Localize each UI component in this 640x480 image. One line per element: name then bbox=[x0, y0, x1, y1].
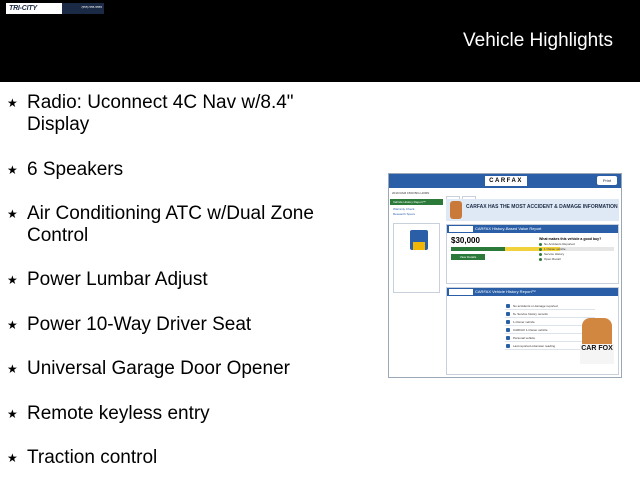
feature-label: 6 Speakers bbox=[27, 159, 124, 180]
list-item bbox=[7, 92, 337, 136]
star-icon: ★ bbox=[7, 273, 18, 287]
header-bar bbox=[0, 0, 640, 82]
owner-card bbox=[393, 223, 440, 293]
list-item bbox=[7, 269, 337, 291]
view-details-button: View Details bbox=[451, 254, 485, 260]
banner-text: CARFAX HAS THE MOST ACCIDENT & DAMAGE INFORMATION bbox=[466, 204, 618, 210]
list-item bbox=[7, 203, 337, 247]
carfax-banner bbox=[446, 199, 619, 221]
logo-phone: (555) 555-5555 bbox=[81, 5, 102, 9]
logo-text: TRI-CITY bbox=[9, 5, 37, 12]
history-panel bbox=[446, 287, 619, 375]
history-row: CARFAX 1-Owner vehicle bbox=[505, 326, 595, 334]
good-buy-label: 1 Owner vehicle bbox=[544, 247, 566, 251]
feature-label: Remote keyless entry bbox=[27, 403, 210, 424]
star-icon: ★ bbox=[7, 407, 18, 421]
carfax-mini-logo bbox=[449, 226, 473, 232]
carfax-logo: CARFAX bbox=[485, 176, 527, 186]
carfax-tabs bbox=[446, 189, 619, 197]
fox-mascot-icon bbox=[450, 201, 462, 219]
history-row: Personal vehicle bbox=[505, 334, 595, 342]
list-item bbox=[7, 403, 337, 425]
sidebar-link-warranty: Warranty Check bbox=[393, 207, 415, 211]
vehicle-name: 2019 RAM 1500 BIG HORN bbox=[392, 191, 430, 195]
check-icon bbox=[539, 258, 542, 261]
star-icon: ★ bbox=[7, 451, 18, 465]
car-fox-sign: CAR FOX bbox=[580, 344, 614, 364]
good-buy-label: Service History bbox=[544, 252, 565, 256]
history-row: No accidents or damage reported bbox=[505, 302, 595, 310]
good-buy-label: No Accidents Reported bbox=[544, 242, 575, 246]
carfax-main bbox=[446, 189, 619, 375]
list-item bbox=[7, 159, 337, 181]
value-panel bbox=[446, 224, 619, 284]
good-buy-item bbox=[539, 257, 619, 262]
feature-label: Universal Garage Door Opener bbox=[27, 358, 290, 379]
carfax-sidebar bbox=[390, 189, 443, 375]
star-icon: ★ bbox=[7, 96, 18, 110]
carfax-header bbox=[389, 174, 621, 188]
good-buy-list bbox=[539, 237, 619, 262]
badge-ribbon bbox=[413, 242, 425, 250]
good-buy-title: What makes this vehicle a good buy? bbox=[539, 237, 602, 241]
page-title: Vehicle Highlights bbox=[463, 30, 613, 51]
logo-side bbox=[62, 3, 104, 14]
print-button: Print bbox=[597, 176, 617, 185]
list-item bbox=[7, 358, 337, 380]
carfax-report-image[interactable] bbox=[388, 173, 622, 378]
check-icon bbox=[539, 243, 542, 246]
carfax-mini-logo bbox=[449, 289, 473, 295]
feature-label: Radio: Uconnect 4C Nav w/8.4" Display bbox=[27, 92, 294, 135]
check-icon bbox=[539, 248, 542, 251]
sidebar-item-history: Vehicle History Report™ bbox=[390, 199, 443, 205]
history-panel-head: CARFAX Vehicle History Report™ bbox=[447, 288, 618, 296]
history-row: 8+ Service history records bbox=[505, 310, 595, 318]
list-item bbox=[7, 447, 337, 469]
star-icon: ★ bbox=[7, 207, 18, 221]
good-buy-label: Open Recall bbox=[544, 257, 561, 261]
feature-label: Traction control bbox=[27, 447, 158, 468]
history-row: 1-Owner vehicle bbox=[505, 318, 595, 326]
star-icon: ★ bbox=[7, 318, 18, 332]
check-icon bbox=[539, 253, 542, 256]
dealer-logo[interactable] bbox=[6, 3, 104, 14]
list-item bbox=[7, 314, 337, 336]
sidebar-link-specs: Research Specs bbox=[393, 212, 416, 216]
feature-label: Power 10-Way Driver Seat bbox=[27, 314, 252, 335]
feature-label: Air Conditioning ATC w/Dual Zone Control bbox=[27, 203, 314, 246]
star-icon: ★ bbox=[7, 362, 18, 376]
feature-label: Power Lumbar Adjust bbox=[27, 269, 208, 290]
star-icon: ★ bbox=[7, 163, 18, 177]
value-panel-head: CARFAX History-Based Value Report bbox=[447, 225, 618, 233]
bar-segment bbox=[451, 247, 505, 251]
history-row: Last reported odometer reading bbox=[505, 342, 595, 350]
price: $30,000 bbox=[451, 236, 480, 245]
